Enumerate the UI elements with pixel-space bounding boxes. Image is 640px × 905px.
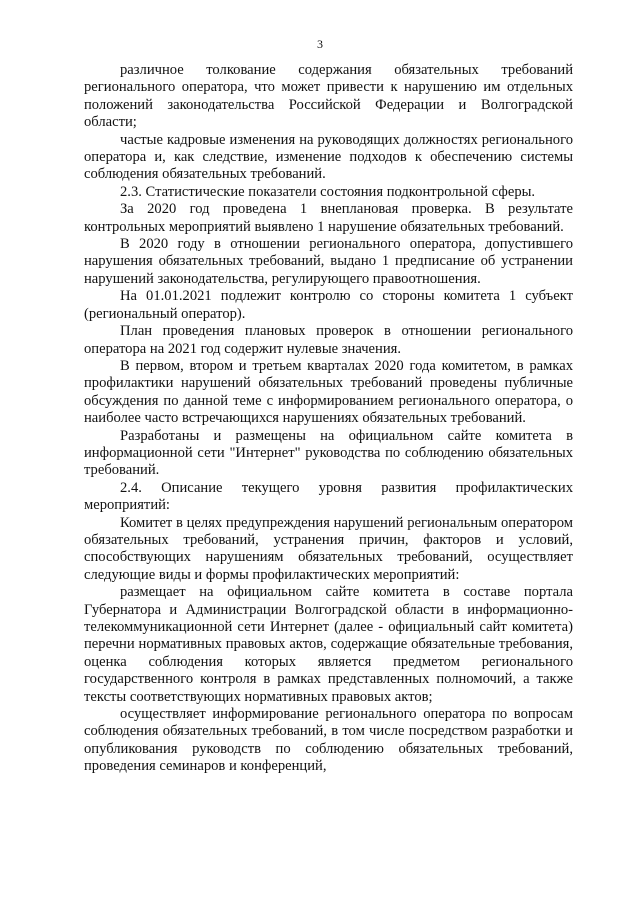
paragraph-9: Разработаны и размещены на официальном сайте комитета в информационной сети "Интернет" руководства по соблюдению обязательных требований. — [84, 427, 573, 479]
paragraph-6: На 01.01.2021 подлежит контролю со стороны комитета 1 субъект (региональный оператор). — [84, 288, 573, 322]
paragraph-1: различное толкование содержания обязательных требований регионального оператора, что может привести к нарушению им отдельных положений законодательства Российской Федерации и Волгоградской области; — [84, 62, 573, 131]
paragraph-8: В первом, втором и третьем кварталах 2020 года комитетом, в рамках профилактики нарушений обязательных требований проведены публичные обсуждения по данной теме с информированием регионального оператора, о наиболее часто встречающихся нарушениях обязательных требований. — [84, 357, 573, 427]
section-heading-2-4: 2.4. Описание текущего уровня развития профилактических мероприятий: — [84, 479, 573, 514]
paragraph-11: Комитет в целях предупреждения нарушений региональным оператором обязательных требований, устранения причин, факторов и условий, способствующих нарушениям обязательных требований, осуществляет следующие виды и формы профилактических мероприятий: — [84, 514, 573, 583]
paragraph-4: За 2020 год проведена 1 внеплановая проверка. В результате контрольных мероприятий выявлено 1 нарушение обязательных требований. — [84, 201, 573, 235]
paragraph-7: План проведения плановых проверок в отношении регионального оператора на 2021 год содержит нулевые значения. — [84, 323, 573, 357]
paragraph-2: частые кадровые изменения на руководящих должностях регионального оператора и, как следствие, изменение подходов к обеспечению системы соблюдения обязательных требований. — [84, 131, 573, 183]
section-heading-2-3: 2.3. Статистические показатели состояния подконтрольной сферы. — [120, 183, 536, 200]
page-number: 3 — [317, 37, 323, 51]
paragraph-5: В 2020 году в отношении регионального оператора, допустившего нарушения обязательных требований, выдано 1 предписание об устранении нарушений законодательства, регулирующего правоотношения. — [84, 236, 573, 287]
document-body — [84, 62, 573, 776]
paragraph-12: размещает на официальном сайте комитета в составе портала Губернатора и Администрации Волгоградской области в информационно-телекоммуникационной сети Интернет (далее - официальный сайт комитета) перечни нормативных правовых актов, содержащие обязательные требования, оценка соблюдения которых является предметом регионального государственного контроля в рамках представленных полномочий, а также тексты соответствующих нормативных правовых актов; — [84, 584, 573, 705]
paragraph-13: осуществляет информирование регионального оператора по вопросам соблюдения обязательных требований, в том числе посредством разработки и опубликования руководств по соблюдению обязательных требований, проведения семинаров и конференций, — [84, 706, 573, 775]
